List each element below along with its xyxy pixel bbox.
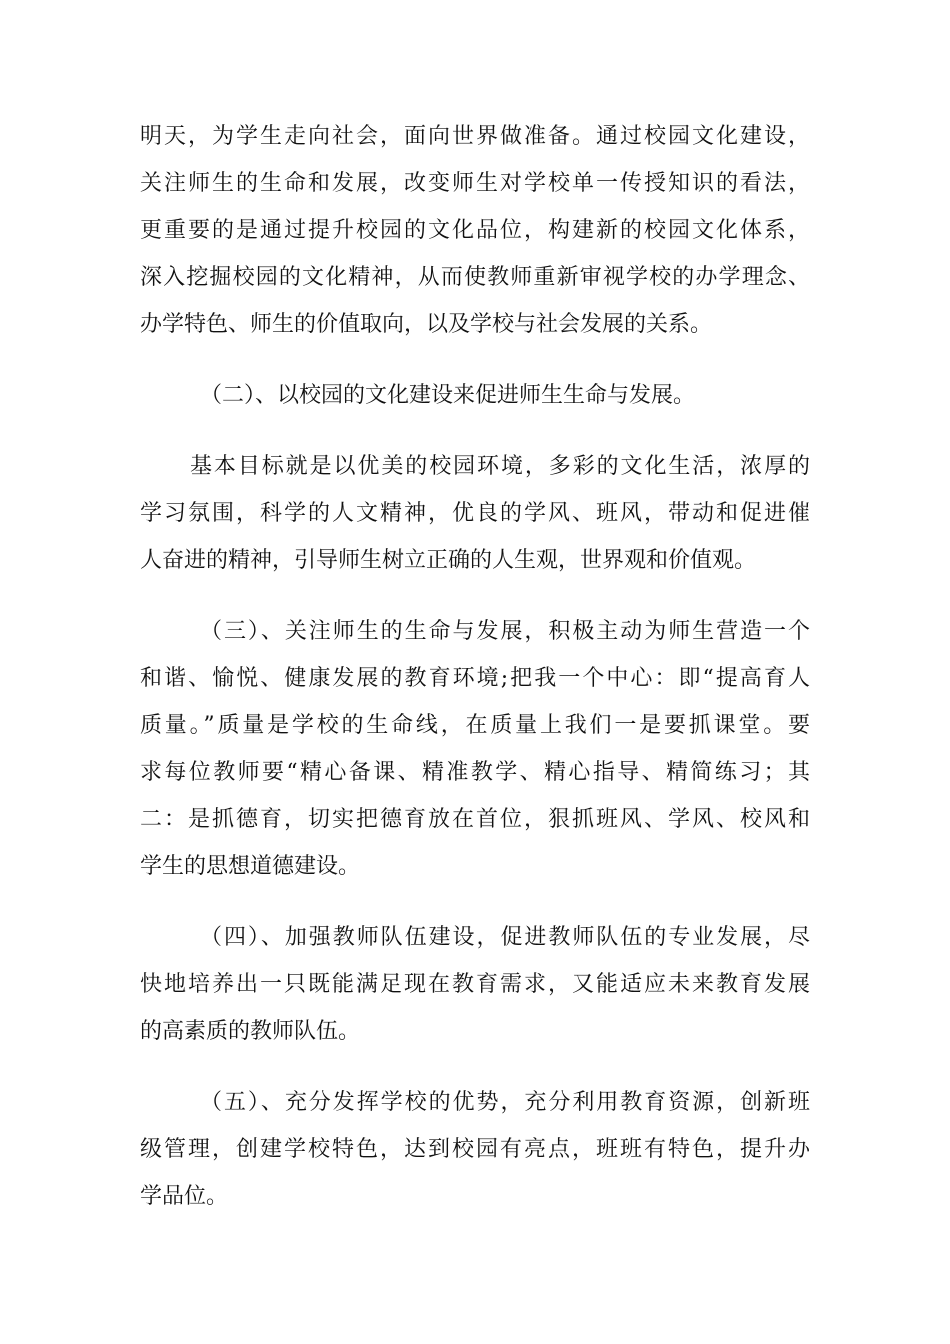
text-line: 人奋进的精神，引导师生树立正确的人生观，世界观和价值观。 — [140, 548, 757, 573]
text-line: 质量。”质量是学校的生命线，在质量上我们一是要抓课堂。要 — [140, 713, 810, 738]
text-line: 学生的思想道德建设。 — [140, 854, 361, 879]
text-line: 学品位。 — [140, 1184, 229, 1209]
text-line: 更重要的是通过提升校园的文化品位，构建新的校园文化体系， — [140, 218, 810, 243]
text-line: （三）、关注师生的生命与发展，积极主动为师生营造一个 — [200, 619, 810, 644]
text-line: 二：是抓德育，切实把德育放在首位，狠抓班风、学风、校风和 — [140, 807, 810, 832]
text-line: 明天，为学生走向社会，面向世界做准备。通过校园文化建设， — [140, 124, 810, 149]
paragraph-1 — [140, 113, 810, 348]
text-line: 学习氛围，科学的人文精神，优良的学风、班风，带动和促进催 — [140, 501, 810, 526]
paragraph-5 — [140, 1079, 810, 1220]
text-line: 的高素质的教师队伍。 — [140, 1019, 361, 1044]
text-line: 关注师生的生命和发展，改变师生对学校单一传授知识的看法， — [140, 171, 810, 196]
section-heading-2 — [140, 372, 810, 419]
text-line: 求每位教师要“精心备课、精准教学、精心指导、精简练习；其 — [140, 760, 810, 785]
text-line: 快地培养出一只既能满足现在教育需求，又能适应未来教育发展 — [140, 972, 810, 997]
document-body — [140, 113, 810, 1220]
text-line: （四）、加强教师队伍建设，促进教师队伍的专业发展，尽 — [200, 925, 810, 950]
section-heading-text: （二）、以校园的文化建设来促进师生生命与发展。 — [200, 383, 696, 408]
text-line: 办学特色、师生的价值取向，以及学校与社会发展的关系。 — [140, 312, 713, 337]
text-line: （五）、充分发挥学校的优势，充分利用教育资源，创新班 — [200, 1090, 810, 1115]
paragraph-2 — [140, 443, 810, 584]
text-line: 和谐、愉悦、健康发展的教育环境;把我一个中心：即“提高育人 — [140, 666, 810, 691]
text-line: 深入挖掘校园的文化精神，从而使教师重新审视学校的办学理念、 — [140, 265, 810, 290]
text-line: 级管理，创建学校特色，达到校园有亮点，班班有特色，提升办 — [140, 1137, 810, 1162]
text-line: 基本目标就是以优美的校园环境，多彩的文化生活，浓厚的 — [190, 454, 810, 479]
paragraph-4 — [140, 914, 810, 1055]
paragraph-3 — [140, 608, 810, 890]
